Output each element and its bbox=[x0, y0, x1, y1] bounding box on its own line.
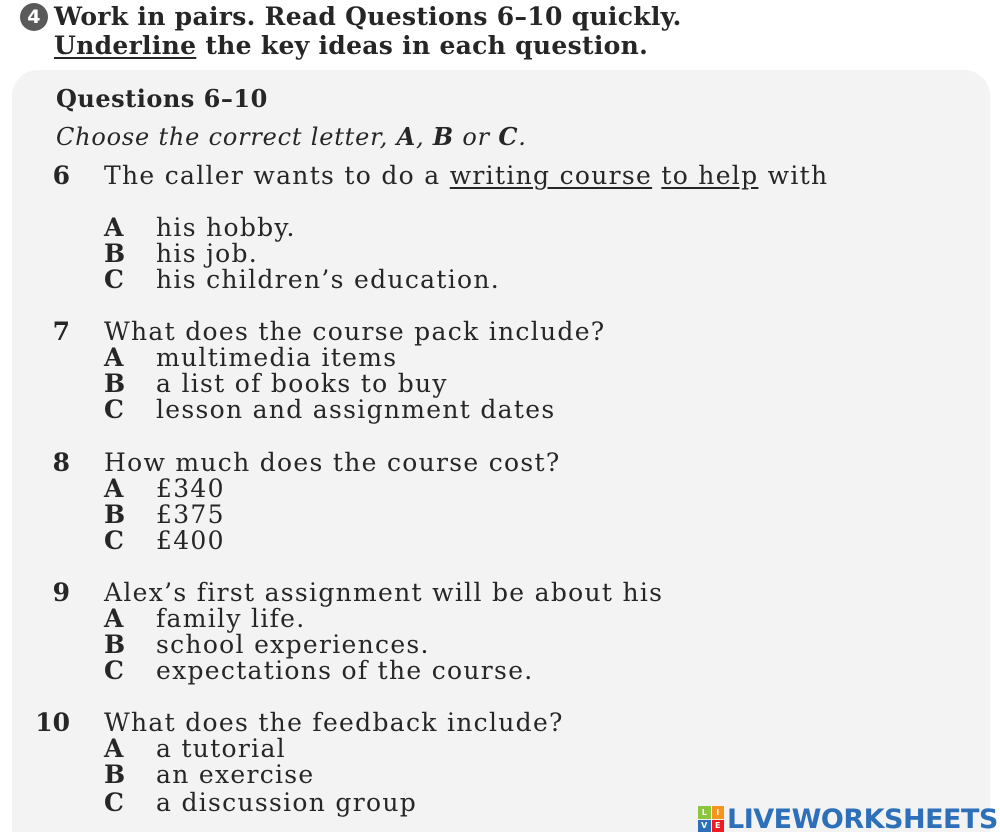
option-letter: B bbox=[104, 369, 127, 398]
option-letter: C bbox=[104, 265, 126, 294]
option-letter: A bbox=[104, 343, 125, 372]
option-letter: A bbox=[104, 604, 125, 633]
option-c bbox=[104, 267, 500, 293]
option-text: £400 bbox=[156, 526, 225, 555]
question-number: 9 bbox=[52, 578, 70, 607]
instruction-text-rest: the key ideas in each question. bbox=[196, 31, 649, 60]
option-text: an exercise bbox=[156, 760, 315, 789]
option-a bbox=[104, 606, 306, 632]
option-text: family life. bbox=[156, 604, 306, 633]
option-text: school experiences. bbox=[156, 630, 430, 659]
question-number: 6 bbox=[52, 161, 70, 190]
instruction-text: Work in pairs. Read Questions 6–10 quickly. bbox=[54, 2, 682, 31]
option-letter: B bbox=[104, 760, 127, 789]
option-text: £340 bbox=[156, 474, 225, 503]
option-text: a tutorial bbox=[156, 734, 286, 763]
option-text: multimedia items bbox=[156, 343, 398, 372]
logo-mark-letter: V bbox=[698, 820, 711, 833]
question-text: Alex’s first assignment will be about his bbox=[104, 578, 664, 607]
instruction-line-1 bbox=[20, 2, 920, 31]
instruction bbox=[20, 2, 920, 60]
question-underlined-text: to help bbox=[661, 161, 759, 190]
option-text: his hobby. bbox=[156, 213, 296, 242]
question-text-part: with bbox=[758, 161, 829, 190]
option-c bbox=[104, 658, 534, 684]
subheading-sep: or bbox=[454, 123, 499, 151]
option-text: £375 bbox=[156, 500, 225, 529]
subheading-letter-a: A bbox=[396, 122, 417, 151]
option-text: expectations of the course. bbox=[156, 656, 534, 685]
option-b bbox=[104, 632, 430, 658]
option-text: his job. bbox=[156, 239, 259, 268]
option-text: a discussion group bbox=[156, 788, 418, 817]
question-text bbox=[104, 163, 884, 189]
option-letter: C bbox=[104, 656, 126, 685]
option-c bbox=[104, 790, 417, 816]
question-number: 10 bbox=[35, 708, 70, 737]
option-text: a list of books to buy bbox=[156, 369, 448, 398]
logo-mark-letter: L bbox=[698, 806, 711, 819]
option-text: his children’s education. bbox=[156, 265, 500, 294]
option-b bbox=[104, 762, 315, 788]
question-underlined-text: writing course bbox=[449, 161, 653, 190]
question-text: What does the course pack include? bbox=[104, 317, 606, 346]
option-letter: B bbox=[104, 239, 127, 268]
question-text: How much does the course cost? bbox=[104, 448, 561, 477]
liveworksheets-logo-icon bbox=[698, 806, 724, 832]
option-a bbox=[104, 345, 397, 371]
option-a bbox=[104, 215, 296, 241]
option-letter: A bbox=[104, 213, 125, 242]
logo-mark-letter: I bbox=[712, 806, 725, 819]
logo-mark-letter: E bbox=[712, 820, 725, 833]
option-a bbox=[104, 736, 286, 762]
question-number: 8 bbox=[52, 448, 70, 477]
subheading-sep: , bbox=[416, 123, 433, 151]
option-b bbox=[104, 241, 258, 267]
option-letter: C bbox=[104, 395, 126, 424]
subheading-text: Choose the correct letter, bbox=[56, 123, 397, 151]
subheading-end: . bbox=[518, 123, 527, 151]
option-letter: C bbox=[104, 788, 126, 817]
option-a bbox=[104, 476, 225, 502]
question-text-part: The caller wants to do a bbox=[104, 161, 450, 190]
liveworksheets-logo bbox=[698, 804, 998, 834]
option-letter: C bbox=[104, 526, 126, 555]
step-number-badge: 4 bbox=[20, 3, 48, 31]
option-letter: B bbox=[104, 500, 127, 529]
question-text-space bbox=[652, 161, 661, 190]
subheading-letter-c: C bbox=[498, 122, 519, 151]
option-b bbox=[104, 502, 225, 528]
option-letter: A bbox=[104, 474, 125, 503]
option-c bbox=[104, 528, 225, 554]
option-b bbox=[104, 371, 448, 397]
section-subheading bbox=[56, 122, 527, 151]
option-text: lesson and assignment dates bbox=[156, 395, 556, 424]
subheading-letter-b: B bbox=[432, 122, 454, 151]
option-c bbox=[104, 397, 555, 423]
section-heading: Questions 6–10 bbox=[56, 84, 268, 113]
option-letter: A bbox=[104, 734, 125, 763]
liveworksheets-logo-text: LIVEWORKSHEETS bbox=[727, 803, 998, 835]
question-text: What does the feedback include? bbox=[104, 708, 564, 737]
option-letter: B bbox=[104, 630, 127, 659]
question-number: 7 bbox=[52, 317, 70, 346]
instruction-line-2 bbox=[20, 31, 920, 60]
instruction-underlined-word: Underline bbox=[54, 31, 197, 60]
